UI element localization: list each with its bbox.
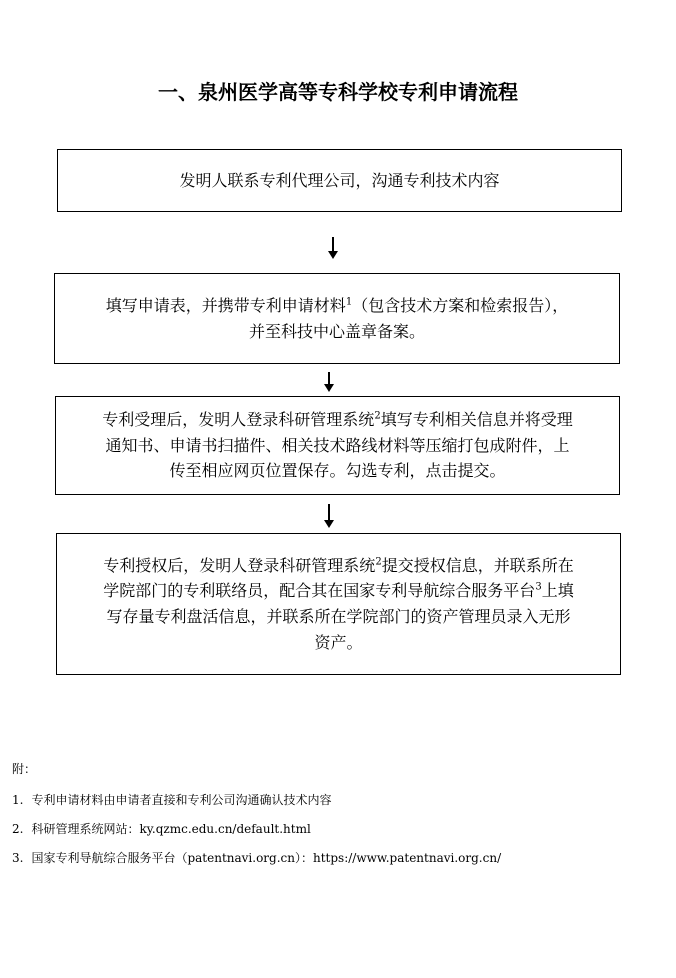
flow-step-contact-agency xyxy=(57,149,622,212)
footnote-ref: 2 xyxy=(375,556,382,568)
flow-step-authorization xyxy=(56,533,621,675)
appendix-notes xyxy=(12,760,662,878)
note-item: 3. 国家专利导航综合服务平台（patentnavi.org.cn）：https://www.patentnavi.org.cn/ xyxy=(12,851,502,865)
step-text: 专利受理后，发明人登录科研管理系统$^2$填写专利相关信息并将受理 通知书、申请书扫描件、相关技术路线材料等压缩打包成附件，上 传至相应网页位置保存。勾选专利，点击提交。 xyxy=(102,410,573,481)
footnote-ref: 3 xyxy=(535,582,542,594)
down-arrow-icon xyxy=(328,237,338,259)
note-item: 2. 科研管理系统网站：ky.qzmc.edu.cn/default.html xyxy=(12,822,311,836)
step-text: 填写申请表，并携带专利申请材料$^1$（包含技术方案和检索报告）， 并至科技中心盖章备案。 xyxy=(105,295,569,341)
flow-step-fill-application xyxy=(54,273,620,364)
notes-heading: 附： xyxy=(12,762,37,776)
down-arrow-icon xyxy=(324,372,334,392)
step-text: 专利授权后，发明人登录科研管理系统$^2$提交授权信息，并联系所在 学院部门的专利联络员，配合其在国家专利导航综合服务平台$^3$上填 写存量专利盘活信息，并联系所在学院部门的资产管理员录入无形 资产。 xyxy=(103,555,574,652)
flow-step-submit-patent-info xyxy=(55,396,620,495)
page-title: 一、泉州医学高等专科学校专利申请流程 xyxy=(158,80,518,104)
footnote-ref: 2 xyxy=(374,410,381,422)
footnote-ref: 1 xyxy=(345,296,353,308)
note-item: 1. 专利申请材料由申请者直接和专利公司沟通确认技术内容 xyxy=(12,793,332,807)
step-text: 发明人联系专利代理公司，沟通专利技术内容 xyxy=(179,170,500,190)
down-arrow-icon xyxy=(324,504,334,528)
